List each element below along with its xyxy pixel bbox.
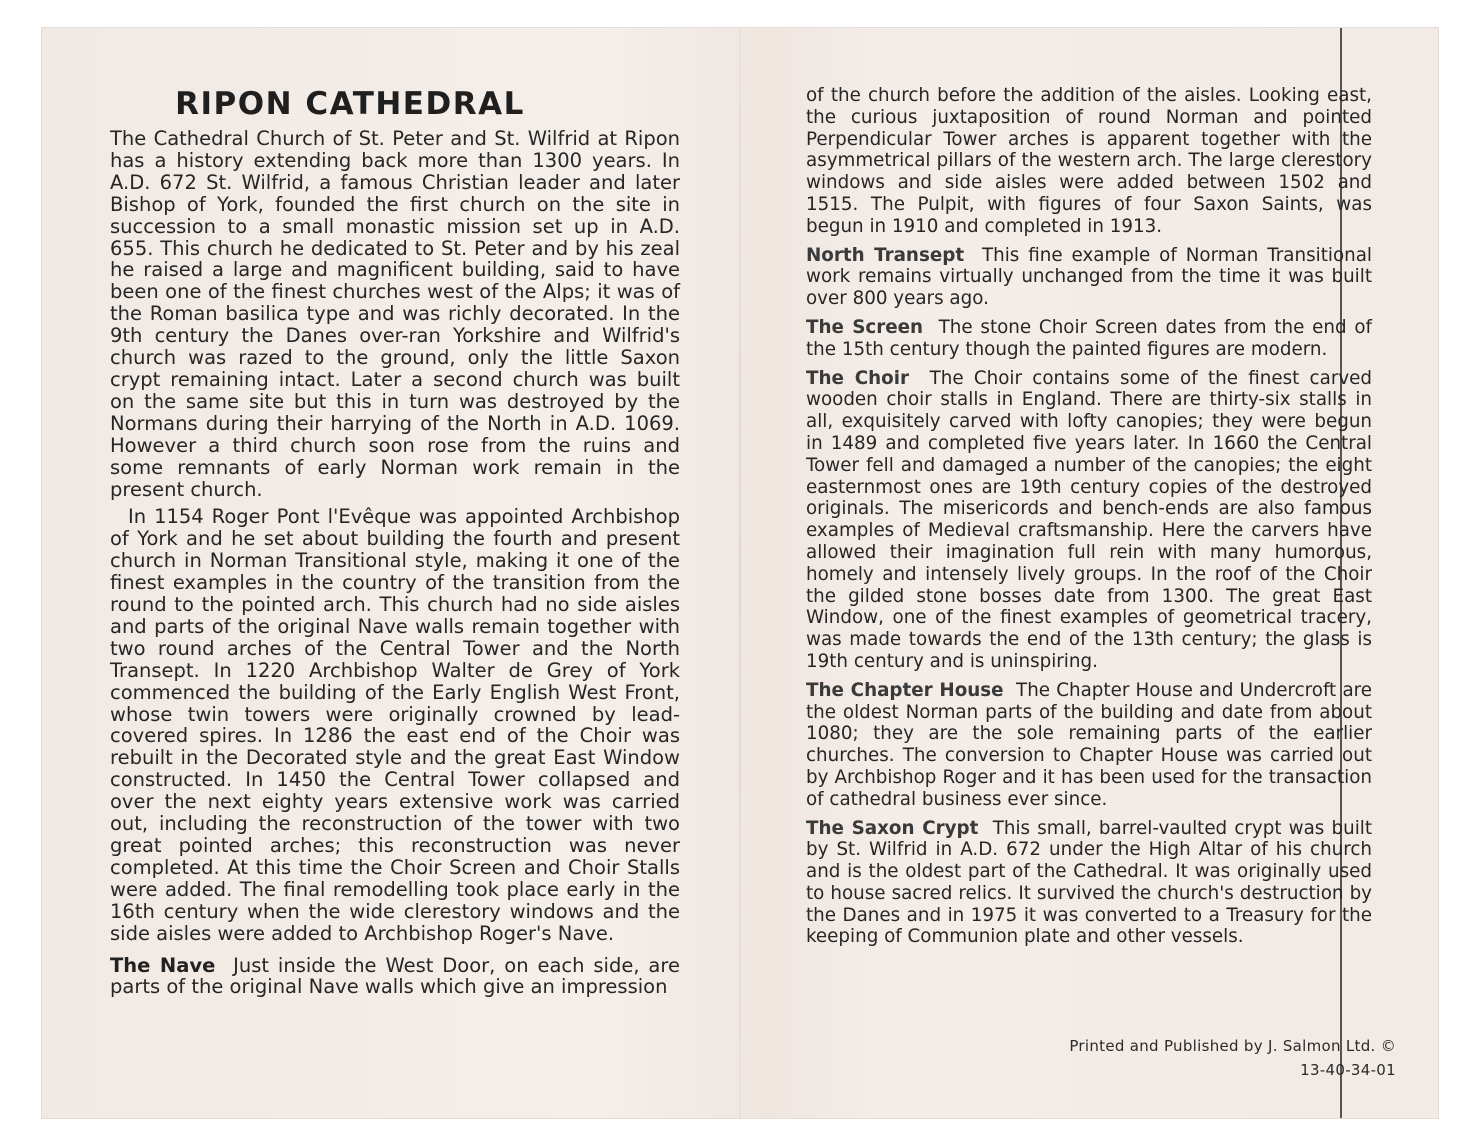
section-heading: The Chapter House (806, 679, 1004, 701)
nave-paragraph-start (110, 955, 680, 999)
publisher-imprint (1069, 1034, 1396, 1082)
section-heading: North Transept (806, 244, 965, 266)
catalog-code: 13-40-34-01 (1300, 1061, 1396, 1079)
center-fold (739, 28, 741, 1118)
section-text: The Chapter House and Undercroft are the oldest Norman parts of the building and date from about 1080; they are the sole remaining parts of the earlier churches. The conversion to Chapter House was carried out by Archbishop Roger and it has been used for the transaction of cathedral business ever since. (806, 679, 1373, 810)
right-column (806, 85, 1372, 948)
section-text: The Choir contains some of the finest carved wooden choir stalls in England. There are thirty-six stalls in all, exquisitely carved with lofty canopies; they were begun in 1489 and completed five years later. In 1660 the Central Tower fell and damaged a number of the canopies; the eight easternmost ones are 19th century copies of the destroyed originals. The misericords and bench-ends are also famous examples of Medieval craftsmanship. Here the carvers have allowed their imagination full rein with many humorous, homely and intensely lively groups. In the roof of the Choir the gilded stone bosses date from 1300. The great East Window, one of the finest examples of geometrical tracery, was made towards the end of the 13th century; the glass is 19th century and is uninspiring. (806, 367, 1373, 672)
leaflet-page (42, 28, 1438, 1118)
section-saxon-crypt (806, 818, 1372, 949)
nave-text-left: Just inside the West Door, on each side, are parts of the original Nave walls which give an impression (110, 953, 680, 999)
left-column (110, 84, 680, 998)
section-text: This small, barrel-vaulted crypt was built by St. Wilfrid in A.D. 672 under the High Altar of his church and is the oldest part of the Cathedral. It was originally used to house sacred relics. It survived the church's destruction by the Danes and in 1975 it was converted to a Treasury for the keeping of Communion plate and other vessels. (806, 817, 1373, 948)
intro-paragraph-1: The Cathedral Church of St. Peter and St. Wilfrid at Ripon has a history extending back more than 1300 years. In A.D. 672 St. Wilfrid, a famous Christian leader and later Bishop of York, founded the first church on the site in succession to a small monastic mission set up in A.D. 655. This church he dedicated to St. Peter and by his zeal he raised a large and magnificent building, said to have been one of the finest churches west of the Alps; it was of the Roman basilica type and was richly decorated. In the 9th century the Danes over-ran Yorkshire and Wilfrid's church was razed to the ground, only the little Saxon crypt remaining intact. Later a second church was built on the same site but this in turn was destroyed by the Normans during their harrying of the North in A.D. 1069. However a third church soon rose from the ruins and some remnants of early Norman work remain in the present church. (110, 127, 680, 501)
section-north-transept (806, 245, 1372, 310)
section-heading: The Choir (806, 367, 909, 389)
intro-paragraph-2: In 1154 Roger Pont l'Evêque was appointed Archbishop of York and he set about building the fourth and present church in Norman Transitional style, making it one of the finest examples in the country of the transition from the round to the pointed arch. This church had no side aisles and parts of the original Nave walls remain together with two round arches of the Central Tower and the North Transept. In 1220 Archbishop Walter de Grey of York commenced the building of the Early English West Front, whose twin towers were originally crowned by lead-covered spires. In 1286 the east end of the Choir was rebuilt in the Decorated style and the great East Window constructed. In 1450 the Central Tower collapsed and over the next eighty years extensive work was carried out, including the reconstruction of the tower with two great pointed arches; this reconstruction was never completed. At this time the Choir Screen and Choir Stalls were added. The final remodelling took place early in the 16th century when the wide clerestory windows and the side aisles were added to Archbishop Roger's Nave. (110, 505, 680, 945)
nave-heading: The Nave (110, 953, 216, 977)
publisher-line: Printed and Published by J. Salmon Ltd. © (1069, 1037, 1396, 1055)
section-choir (806, 368, 1372, 673)
section-heading: The Saxon Crypt (806, 817, 979, 839)
nave-text-continued: of the church before the addition of the aisles. Looking east, the curious juxtaposition of round Norman and pointed Perpendicular Tower arches is apparent together with the asymmetrical pillars of the western arch. The large clerestory windows and side aisles were added between 1502 and 1515. The Pulpit, with figures of four Saxon Saints, was begun in 1910 and completed in 1913. (806, 85, 1372, 237)
section-screen (806, 317, 1372, 361)
section-text: This fine example of Norman Transitional work remains virtually unchanged from the time it was built over 800 years ago. (806, 244, 1372, 310)
section-chapter-house (806, 680, 1372, 811)
section-text: The stone Choir Screen dates from the end of the 15th century though the painted figures are modern. (806, 316, 1372, 360)
section-heading: The Screen (806, 316, 924, 338)
page-title: RIPON CATHEDRAL (175, 86, 525, 122)
